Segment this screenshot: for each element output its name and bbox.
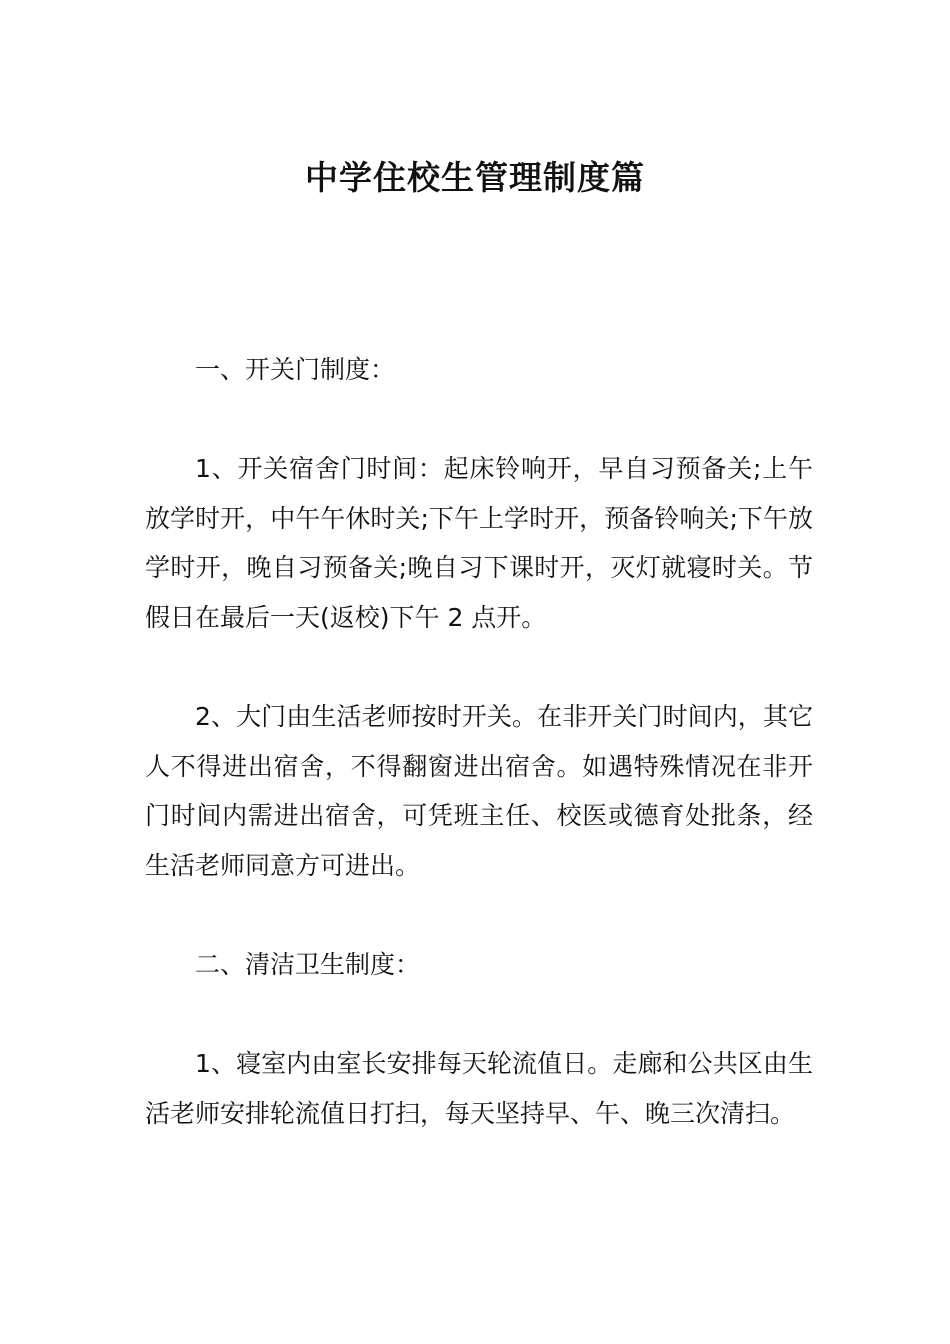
paragraph-spacer <box>145 990 813 1040</box>
paragraph-cleaning-duty: 1、寝室内由室长安排每天轮流值日。走廊和公共区由生活老师安排轮流值日打扫，每天坚持早、午、晚三次清扫。 <box>145 1049 813 1128</box>
section-heading-2: 二、清洁卫生制度： <box>195 950 421 980</box>
paragraph-main-gate: 2、大门由生活老师按时开关。在非开关门时间内，其它人不得进出宿舍，不得翻窗进出宿舍。如遇特殊情况在非开门时间内需进出宿舍，可凭班主任、校医或德育处批条，经生活老师同意方可进出。 <box>145 702 813 880</box>
paragraph-door-hours: 1、开关宿舍门时间：起床铃响开，早自习预备关;上午放学时开，中午午休时关;下午上学时开，预备铃响关;下午放学时开，晚自习预备关;晚自习下课时开，灭灯就寝时关。节假日在最后一天(返校)下午 2 点开。 <box>145 454 813 632</box>
document-title: 中学住校生管理制度篇 <box>305 158 645 197</box>
document-body <box>145 345 813 1139</box>
paragraph-spacer <box>145 395 813 445</box>
section-heading-1: 一、开关门制度： <box>195 355 396 384</box>
paragraph-spacer <box>145 643 813 693</box>
paragraph-spacer <box>145 891 813 941</box>
